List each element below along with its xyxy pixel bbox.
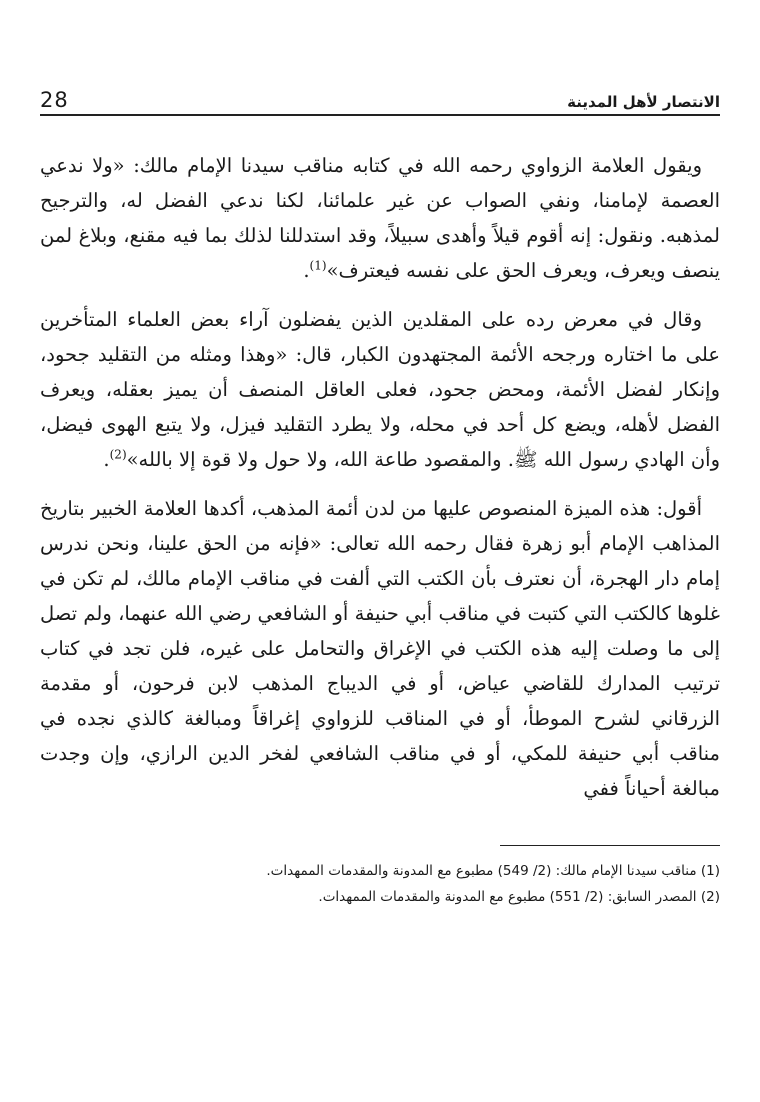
paragraph-text: أقول: هذه الميزة المنصوص عليها من لدن أئمة المذهب، أكدها العلامة الخبير بتاريخ المذاهب الإمام أبو زهرة فقال رحمه الله تعالى: «فإنه من الحق علينا، ونحن ندرس إمام دار الهجرة، أن نعترف بأن الكتب التي ألفت في مناقب الإمام مالك، لم تكن في غلوها كالكتب التي كتبت في مناقب أبي حنيفة أو الشافعي رضي الله عنهما، ولم تصل إلى ما وصلت إليه هذه الكتب في الإغراق والتحامل على غيره، فلن تجد في كتاب ترتيب المدارك للقاضي عياض، أو في الديباج المذهب لابن فرحون، أو مقدمة الزرقاني لشرح الموطأ، أو في المناقب للزواوي إغراقاً ومبالغة كالذي نجده في مناقب أبي حنيفة للمكي، أو في مناقب الشافعي لفخر الدين الرازي، وإن وجدت مبالغة أحياناً ففي bbox=[40, 497, 720, 800]
running-title: الانتصار لأهل المدينة bbox=[567, 93, 720, 111]
paragraph bbox=[40, 491, 720, 806]
footnote-reference: (1) bbox=[309, 258, 327, 273]
page-number: 28 bbox=[40, 88, 69, 112]
paragraph-tail: . bbox=[103, 448, 110, 471]
footnote: (1) مناقب سيدنا الإمام مالك: (2/ 549) مطبوع مع المدونة والمقدمات الممهدات. bbox=[266, 863, 720, 879]
paragraph-tail: . bbox=[303, 259, 310, 282]
paragraph-text: وقال في معرض رده على المقلدين الذين يفضلون آراء بعض العلماء المتأخرين على ما اختاره ورجحه الأئمة المجتهدون الكبار، قال: «وهذا ومثله من التقليد جحود، وإنكار لفضل الأئمة، ومحض جحود، فعلى العاقل المنصف أن يميز بعقله، ويعرف الفضل لأهله، ويضع كل أحد في محله، ولا يطرد التقليد فيزل، ولا يتبع الهوى فيضل، وأن الهادي رسول الله ﷺ. والمقصود طاعة الله، ولا حول ولا قوة إلا بالله» bbox=[40, 308, 720, 471]
paragraph-text: ويقول العلامة الزواوي رحمه الله في كتابه مناقب سيدنا الإمام مالك: «ولا ندعي العصمة لإمامنا، ونفي الصواب عن غير علمائنا، لكنا ندعي الفضل له، والترجيح لمذهبه. ونقول: إنه أقوم قيلاً وأهدى سبيلاً، وقد استدللنا لذلك بما فيه مقنع، وبلاغ لمن ينصف ويعرف، ويعرف الحق على نفسه فيعترف» bbox=[40, 154, 720, 282]
paragraph bbox=[40, 148, 720, 288]
paragraph bbox=[40, 302, 720, 477]
footnote: (2) المصدر السابق: (2/ 551) مطبوع مع المدونة والمقدمات الممهدات. bbox=[318, 889, 720, 905]
footnotes bbox=[40, 858, 720, 910]
main-text bbox=[40, 148, 720, 820]
footnote-reference: (2) bbox=[109, 447, 127, 462]
footnote-divider bbox=[500, 845, 720, 846]
page-header bbox=[40, 84, 720, 116]
